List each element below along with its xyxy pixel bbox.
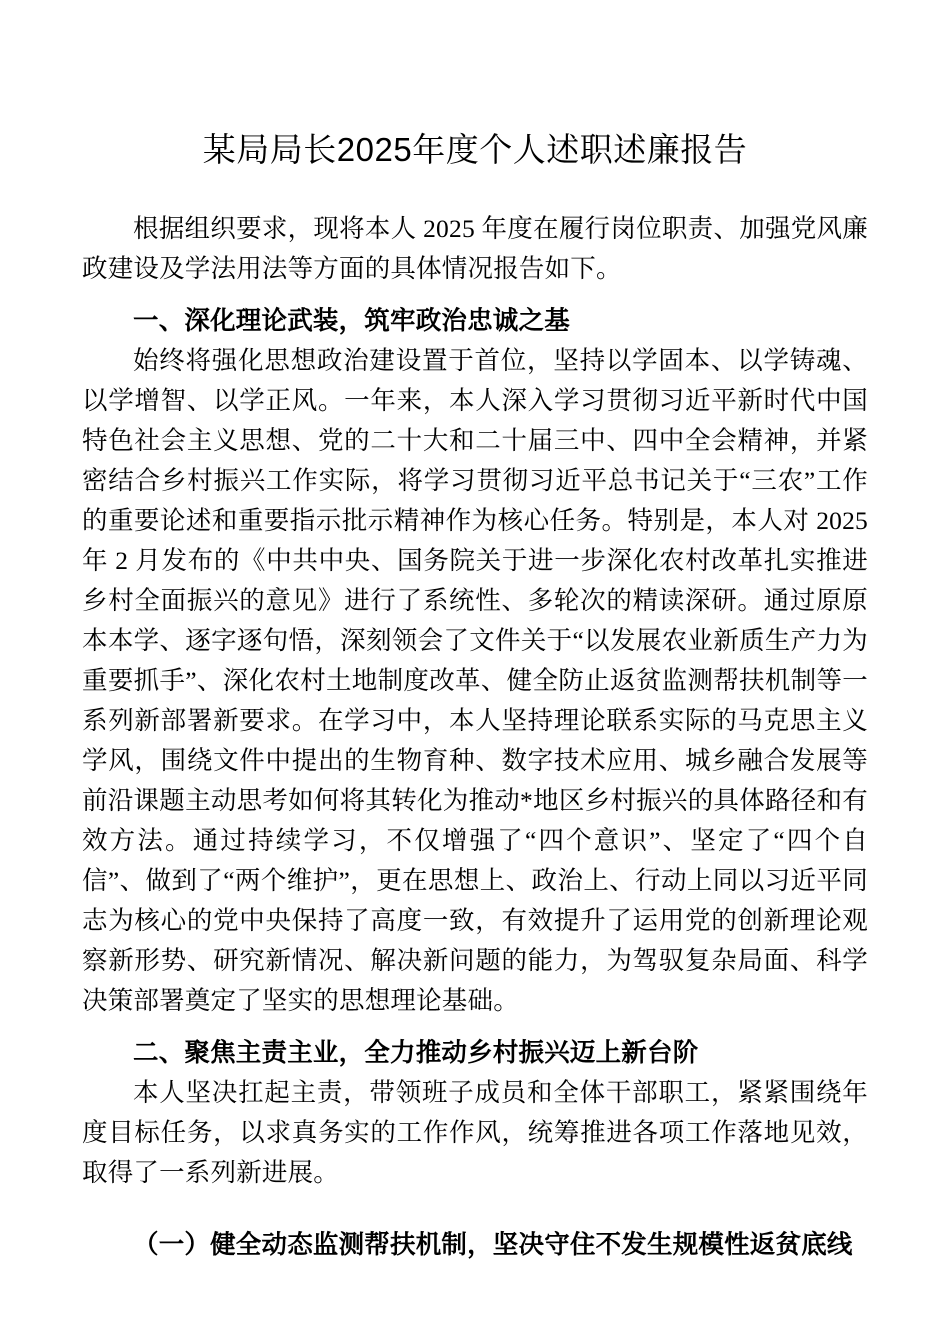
page-title: 某局局长2025年度个人述职述廉报告: [202, 131, 748, 168]
section-1-body: 始终将强化思想政治建设置于首位，坚持以学固本、以学铸魂、以学增智、以学正风。一年来，本人深入学习贯彻习近平新时代中国特色社会主义思想、党的二十大和二十届三中、四中全会精神，并紧密结合乡村振兴工作实际，将学习贯彻习近平总书记关于“三农”工作的重要论述和重要指示批示精神作为核心任务。特别是，本人对 2025 年 2 月发布的《中共中央、国务院关于进一步深化农村改革扎实推进乡村全面振兴的意见》进行了系统性、多轮次的精读深研。通过原原本本学、逐字逐句悟，深刻领会了文件关于“以发展农业新质生产力为重要抓手”、深化农村土地制度改革、健全防止返贫监测帮扶机制等一系列新部署新要求。在学习中，本人坚持理论联系实际的马克思主义学风，围绕文件中提出的生物育种、数字技术应用、城乡融合发展等前沿课题主动思考如何将其转化为推动*地区乡村振兴的具体路径和有效方法。通过持续学习，不仅增强了“四个意识”、坚定了“四个自信”、做到了“两个维护”，更在思想上、政治上、行动上同以习近平同志为核心的党中央保持了高度一致，有效提升了运用党的创新理论观察新形势、研究新情况、解决新问题的能力，为驾驭复杂局面、科学决策部署奠定了坚实的思想理论基础。: [82, 346, 868, 1015]
section-heading-2: 二、聚焦主责主业，全力推动乡村振兴迈上新台阶: [133, 1038, 699, 1067]
document-content: [82, 0, 868, 1265]
intro-paragraph: 根据组织要求，现将本人 2025 年度在履行岗位职责、加强党风廉政建设及学法用法等方面的具体情况报告如下。: [82, 214, 868, 283]
subsection-heading-1: （一）健全动态监测帮扶机制，坚决守住不发生规模性返贫底线: [133, 1230, 853, 1259]
section-heading-1: 一、深化理论武装，筑牢政治忠诚之基: [133, 306, 570, 335]
section-2-body: 本人坚决扛起主责，带领班子成员和全体干部职工，紧紧围绕年度目标任务，以求真务实的工作作风，统筹推进各项工作落地见效，取得了一系列新进展。: [82, 1078, 868, 1187]
